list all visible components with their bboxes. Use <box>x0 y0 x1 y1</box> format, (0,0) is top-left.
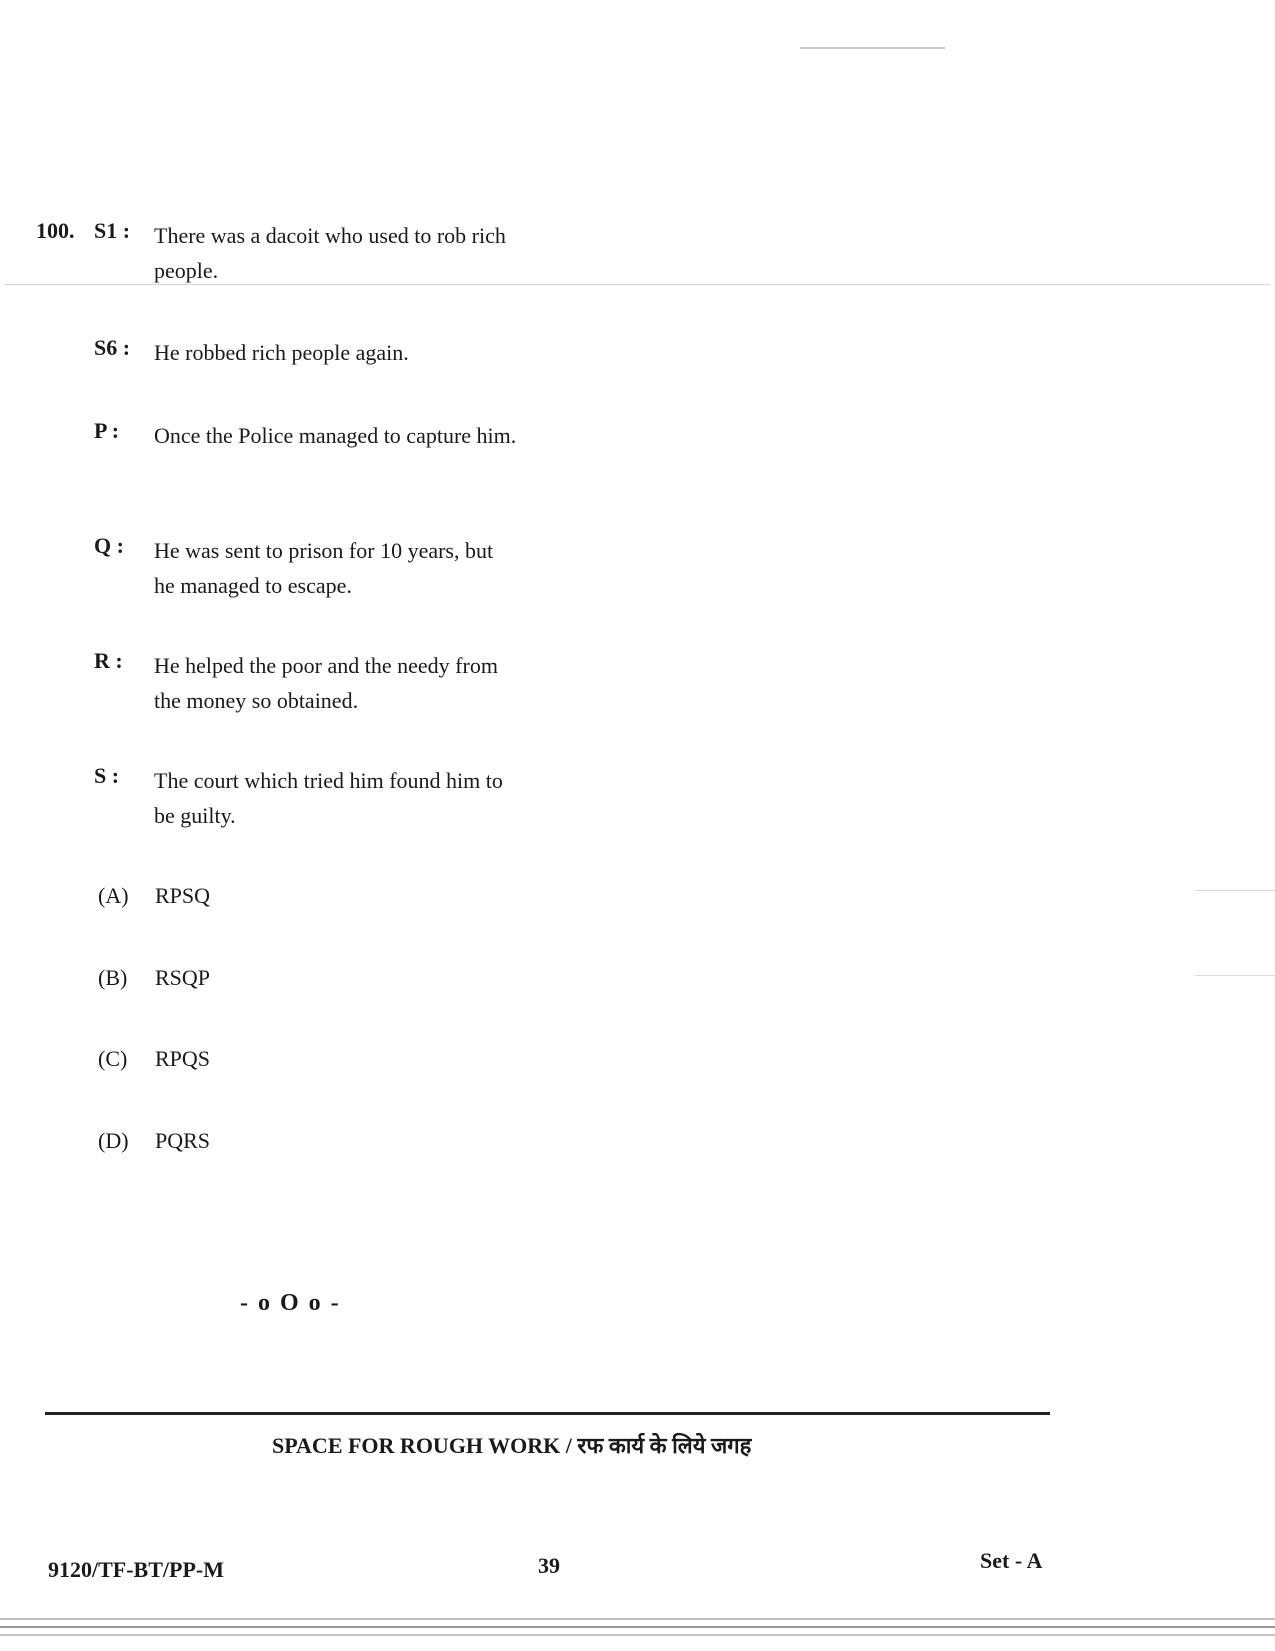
scan-bottom-line-3 <box>0 1634 1275 1636</box>
statement-label: Q : <box>94 533 124 558</box>
option-c[interactable] <box>98 1046 210 1072</box>
option-text: RPSQ <box>155 883 211 908</box>
end-of-questions-mark: - o O o - <box>240 1290 341 1316</box>
statement-text: He robbed rich people again. <box>154 340 409 365</box>
scan-line-right-edge-2 <box>1195 975 1275 976</box>
page-number: 39 <box>538 1553 560 1578</box>
statement-label: R : <box>94 648 123 673</box>
statement-text: There was a dacoit who used to rob rich people. <box>154 223 506 283</box>
option-d[interactable] <box>98 1128 210 1154</box>
paper-code: 9120/TF-BT/PP-M <box>48 1557 224 1582</box>
option-b[interactable] <box>98 965 210 991</box>
scan-line-top <box>800 47 945 49</box>
rough-work-divider <box>45 1412 1050 1415</box>
statement-label: P : <box>94 418 120 443</box>
statement-label: S : <box>94 763 120 788</box>
rough-work-heading: SPACE FOR ROUGH WORK / रफ कार्य के लिये जगह <box>272 1433 752 1458</box>
option-label: (D) <box>98 1128 129 1153</box>
option-label: (A) <box>98 883 129 908</box>
option-text: PQRS <box>155 1128 211 1153</box>
statement-label: S1 : <box>94 218 131 243</box>
set-label: Set - A <box>980 1548 1043 1573</box>
option-a[interactable] <box>98 883 210 909</box>
scan-bottom-line-1 <box>0 1618 1275 1620</box>
scan-bottom-line-2 <box>0 1626 1275 1628</box>
question-number: 100. <box>36 218 75 243</box>
statement-text: He was sent to prison for 10 years, but he managed to escape. <box>154 538 494 598</box>
statement-label: S6 : <box>94 335 131 360</box>
option-text: RPQS <box>155 1046 211 1071</box>
statement-text: He helped the poor and the needy from the money so obtained. <box>154 653 498 713</box>
option-text: RSQP <box>155 965 211 990</box>
scan-line-right-edge <box>1195 890 1275 891</box>
statement-text: The court which tried him found him to be guilty. <box>154 768 503 828</box>
statement-text: Once the Police managed to capture him. <box>154 423 517 448</box>
option-label: (C) <box>98 1046 128 1071</box>
option-label: (B) <box>98 965 128 990</box>
